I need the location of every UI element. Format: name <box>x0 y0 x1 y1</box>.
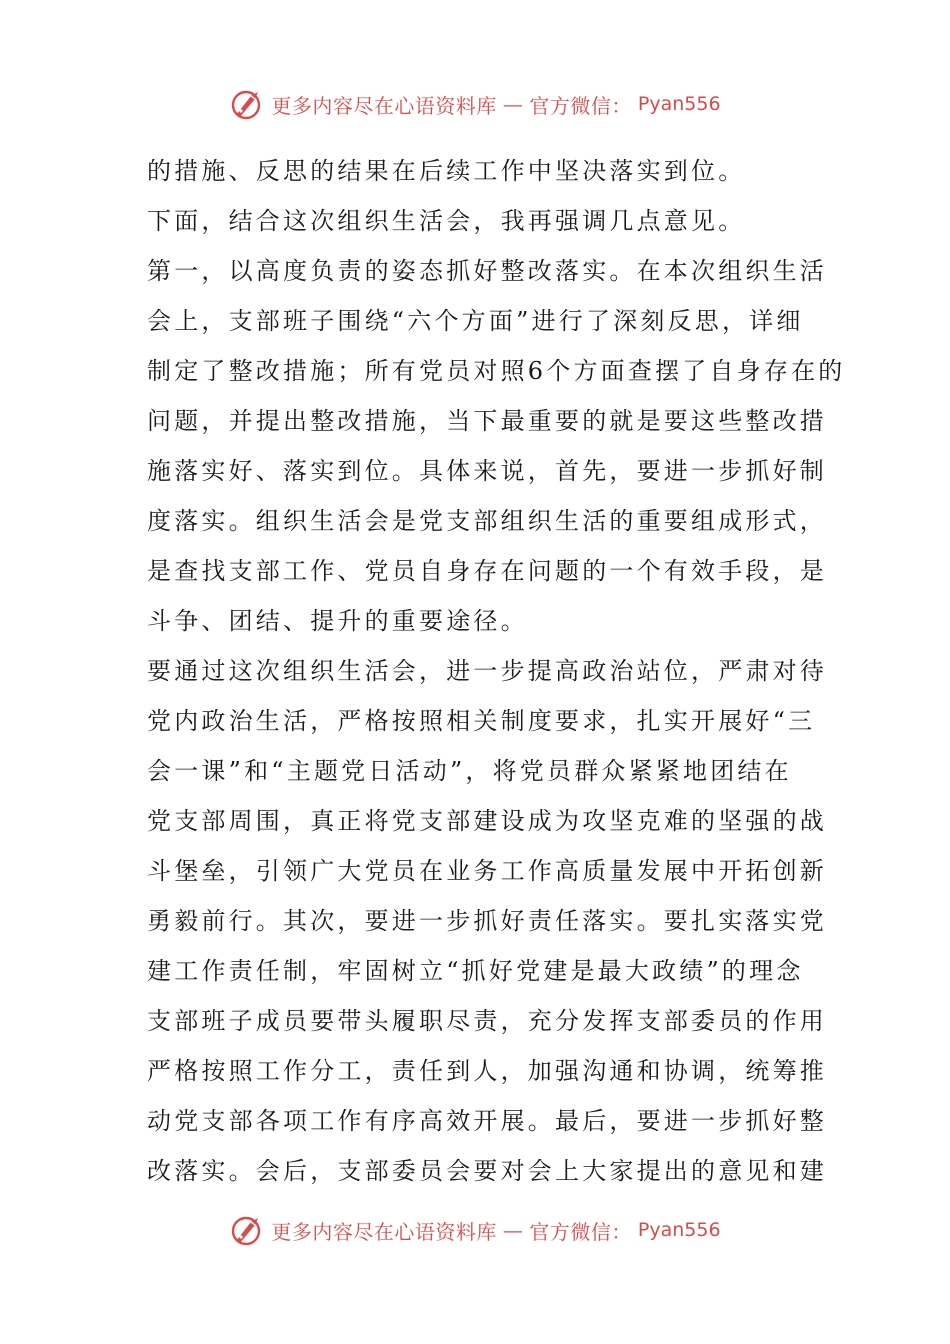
footer-watermark <box>0 1210 950 1250</box>
watermark-wechat-id: Pyan556 <box>637 1219 721 1241</box>
text-line: 下面，结合这次组织生活会，我再强调几点意见。 <box>147 207 746 235</box>
watermark-wechat-label: 官方微信： <box>529 93 632 118</box>
watermark-main-text: 更多内容尽在心语资料库 <box>271 1219 497 1244</box>
document-body <box>147 146 846 1196</box>
header-watermark <box>0 84 950 124</box>
text-line: 会一课”和“主题党日活动”，将党员群众紧紧地团结在 <box>147 757 792 785</box>
text-line: 动党支部各项工作有序高效开展。最后，要进一步抓好整 <box>147 1107 827 1135</box>
text-line: 党支部周围，真正将党支部建设成为攻坚克难的坚强的战 <box>147 807 827 835</box>
text-line: 度落实。组织生活会是党支部组织生活的重要组成形式， <box>147 507 827 535</box>
text-line: 支部班子成员要带头履职尽责，充分发挥支部委员的作用 <box>147 1007 827 1035</box>
watermark-wechat-id: Pyan556 <box>637 93 721 115</box>
text-line: 斗争、团结、提升的重要途径。 <box>147 607 528 635</box>
text-line: 要通过这次组织生活会，进一步提高政治站位，严肃对待 <box>147 657 827 685</box>
text-line: 勇毅前行。其次，要进一步抓好责任落实。要扎实落实党 <box>147 907 827 935</box>
text-line: 制定了整改措施；所有党员对照6个方面查摆了自身存在的 <box>147 357 846 385</box>
text-line: 会上，支部班子围绕“六个方面”进行了深刻反思，详细 <box>147 307 804 335</box>
text-line: 是查找支部工作、党员自身存在问题的一个有效手段，是 <box>147 557 827 585</box>
text-line: 建工作责任制，牢固树立“抓好党建是最大政绩”的理念 <box>147 957 804 985</box>
text-line: 问题，并提出整改措施，当下最重要的就是要这些整改措 <box>147 407 827 435</box>
text-line: 的措施、反思的结果在后续工作中坚决落实到位。 <box>147 157 746 185</box>
text-line: 斗堡垒，引领广大党员在业务工作高质量发展中开拓创新 <box>147 857 827 885</box>
pen-nib-logo-icon <box>229 86 265 122</box>
text-line: 严格按照工作分工，责任到人，加强沟通和协调，统筹推 <box>147 1057 827 1085</box>
pen-nib-logo-icon <box>229 1212 265 1248</box>
watermark-separator: — <box>502 92 524 116</box>
text-line: 改落实。会后，支部委员会要对会上大家提出的意见和建 <box>147 1157 827 1185</box>
watermark-wechat-label: 官方微信： <box>529 1219 632 1244</box>
text-line: 第一，以高度负责的姿态抓好整改落实。在本次组织生活 <box>147 257 827 285</box>
watermark-separator: — <box>502 1218 524 1242</box>
text-line: 党内政治生活，严格按照相关制度要求，扎实开展好“三 <box>147 707 816 735</box>
watermark-main-text: 更多内容尽在心语资料库 <box>271 93 497 118</box>
text-line: 施落实好、落实到位。具体来说，首先，要进一步抓好制 <box>147 457 827 485</box>
